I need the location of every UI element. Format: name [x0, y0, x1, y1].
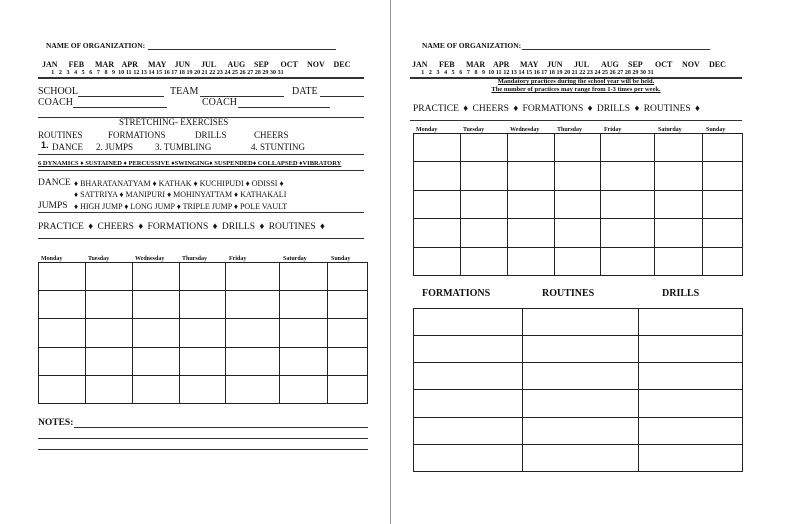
grid-row [39, 347, 368, 375]
schedule-cell[interactable] [226, 319, 280, 347]
practice-cell[interactable] [639, 444, 743, 471]
day-10[interactable]: 10 [118, 70, 125, 76]
schedule-cell[interactable] [327, 263, 367, 291]
coach-label: COACH [38, 97, 74, 108]
schedule-cell[interactable] [554, 134, 601, 162]
day-2[interactable]: 2 [428, 70, 432, 76]
num1-text: DANCE [52, 142, 83, 152]
left-org-label: NAME OF ORGANIZATION: [46, 41, 146, 50]
grid-row [414, 390, 743, 417]
day-28[interactable]: 28 [254, 70, 261, 76]
dance-line1: ♦ BHARATANATYAM ♦ KATHAK ♦ KUCHIPUDI ♦ ODISSI ♦ [74, 179, 284, 188]
date-label: DATE [292, 86, 318, 97]
day-21[interactable]: 21 [201, 70, 208, 76]
day-19[interactable]: 19 [556, 70, 563, 76]
col-formations-label: FORMATIONS [422, 288, 491, 299]
schedule-cell[interactable] [280, 263, 328, 291]
schedule-cell[interactable] [85, 375, 132, 403]
num2-text: 2. JUMPS [96, 142, 134, 152]
weekday-monday: Monday [416, 127, 438, 133]
right-month-row [412, 60, 736, 69]
schedule-cell[interactable] [601, 219, 655, 247]
month-may[interactable]: MAY [148, 60, 167, 69]
day-2[interactable]: 2 [58, 70, 62, 76]
date-field[interactable] [320, 96, 364, 97]
schedule-cell[interactable] [702, 162, 742, 190]
schedule-cell[interactable] [327, 291, 367, 319]
schedule-cell[interactable] [554, 162, 601, 190]
month-sep[interactable]: SEP [254, 60, 269, 69]
right-day-row [419, 70, 654, 76]
left-separator-3 [38, 170, 364, 171]
day-16[interactable]: 16 [163, 70, 170, 76]
schedule-cell[interactable] [655, 134, 703, 162]
schedule-cell[interactable] [601, 190, 655, 218]
notes-line-2[interactable] [38, 438, 368, 439]
day-18[interactable]: 18 [548, 70, 555, 76]
weekday-tuesday: Tuesday [463, 127, 485, 133]
day-14[interactable]: 14 [148, 70, 155, 76]
schedule-cell[interactable] [414, 134, 461, 162]
left-separator-4 [38, 212, 364, 213]
practice-cell[interactable] [414, 336, 523, 363]
day-15[interactable]: 15 [156, 70, 163, 76]
schedule-cell[interactable] [601, 247, 655, 275]
schedule-cell[interactable] [655, 190, 703, 218]
practice-cell[interactable] [414, 417, 523, 444]
day-6[interactable]: 6 [89, 70, 93, 76]
schedule-cell[interactable] [132, 291, 179, 319]
day-6[interactable]: 6 [459, 70, 463, 76]
schedule-cell[interactable] [460, 247, 507, 275]
schedule-cell[interactable] [702, 219, 742, 247]
schedule-cell[interactable] [85, 347, 132, 375]
day-22[interactable]: 22 [209, 70, 216, 76]
day-20[interactable]: 20 [194, 70, 201, 76]
stretch-title: STRETCHING- EXERCISES [119, 117, 229, 127]
month-feb[interactable]: FEB [68, 60, 85, 69]
month-nov[interactable]: NOV [682, 60, 700, 69]
schedule-cell[interactable] [39, 263, 86, 291]
schedule-cell[interactable] [39, 375, 86, 403]
day-26[interactable]: 26 [609, 70, 616, 76]
day-8[interactable]: 8 [474, 70, 478, 76]
month-apr[interactable]: APR [493, 60, 510, 69]
schedule-cell[interactable] [702, 190, 742, 218]
team-label: TEAM [170, 86, 199, 97]
schedule-cell[interactable] [85, 263, 132, 291]
practice-cell[interactable] [414, 390, 523, 417]
right-schedule-grid [413, 133, 743, 276]
day-21[interactable]: 21 [571, 70, 578, 76]
month-jul[interactable]: JUL [201, 60, 217, 69]
grid-row [39, 375, 368, 403]
day-23[interactable]: 23 [216, 70, 223, 76]
weekday-thursday: Thursday [182, 256, 208, 262]
cat-cheers: CHEERS [254, 130, 289, 140]
grid-row [414, 363, 743, 390]
day-27[interactable]: 27 [617, 70, 624, 76]
weekday-sunday: Sunday [331, 256, 351, 262]
schedule-cell[interactable] [655, 219, 703, 247]
practice-cell[interactable] [639, 390, 743, 417]
schedule-cell[interactable] [460, 134, 507, 162]
schedule-cell[interactable] [460, 190, 507, 218]
coach2-field[interactable] [238, 107, 330, 108]
day-18[interactable]: 18 [178, 70, 185, 76]
schedule-cell[interactable] [179, 319, 226, 347]
grid-row [39, 319, 368, 347]
schedule-cell[interactable] [226, 347, 280, 375]
grid-row [39, 291, 368, 319]
schedule-cell[interactable] [702, 134, 742, 162]
day-1[interactable]: 1 [421, 70, 425, 76]
schedule-cell[interactable] [460, 219, 507, 247]
schedule-cell[interactable] [179, 291, 226, 319]
day-22[interactable]: 22 [579, 70, 586, 76]
day-11[interactable]: 11 [495, 70, 502, 76]
day-17[interactable]: 17 [541, 70, 548, 76]
cat-formations: FORMATIONS [108, 130, 166, 140]
school-label: SCHOOL [38, 86, 79, 97]
schedule-cell[interactable] [226, 291, 280, 319]
day-30[interactable]: 30 [640, 70, 647, 76]
practice-cell[interactable] [522, 309, 639, 336]
day-10[interactable]: 10 [488, 70, 495, 76]
month-jan[interactable]: JAN [42, 60, 58, 69]
schedule-cell[interactable] [226, 375, 280, 403]
day-29[interactable]: 29 [632, 70, 639, 76]
coach2-label: COACH [202, 97, 238, 108]
left-month-row [42, 60, 360, 69]
day-23[interactable]: 23 [586, 70, 593, 76]
left-separator-5 [38, 238, 364, 239]
schedule-cell[interactable] [280, 347, 328, 375]
practice-cell[interactable] [522, 417, 639, 444]
day-4[interactable]: 4 [74, 70, 78, 76]
day-30[interactable]: 30 [270, 70, 277, 76]
num1-label: 1. [41, 140, 49, 150]
practice-cell[interactable] [522, 390, 639, 417]
practice-cell[interactable] [639, 336, 743, 363]
practice-cell[interactable] [522, 336, 639, 363]
day-20[interactable]: 20 [564, 70, 571, 76]
practice-cell[interactable] [522, 363, 639, 390]
weekday-friday: Friday [604, 127, 622, 133]
jumps-label: JUMPS [38, 201, 68, 211]
schedule-cell[interactable] [601, 162, 655, 190]
schedule-cell[interactable] [702, 247, 742, 275]
day-24[interactable]: 24 [224, 70, 231, 76]
month-mar[interactable]: MAR [466, 60, 486, 69]
practice-cell[interactable] [414, 363, 523, 390]
day-31[interactable]: 31 [647, 70, 654, 76]
weekday-thursday: Thursday [557, 127, 583, 133]
right-separator [410, 120, 742, 121]
month-jun[interactable]: JUN [174, 60, 191, 69]
month-dec[interactable]: DEC [709, 60, 726, 69]
dynamics-line: 6 DYNAMICS ♦ SUSTAINED ♦ PERCUSSIVE ♦SWINGING♦ SUSPENDED♦ COLLAPSED ♦VIBRATORY [38, 160, 342, 167]
schedule-cell[interactable] [85, 291, 132, 319]
schedule-cell[interactable] [132, 375, 179, 403]
grid-row [414, 444, 743, 471]
day-26[interactable]: 26 [239, 70, 246, 76]
notes-line-3[interactable] [38, 449, 368, 450]
weekday-wednesday: Wednesday [510, 127, 540, 133]
day-28[interactable]: 28 [624, 70, 631, 76]
schedule-cell[interactable] [554, 247, 601, 275]
weekday-saturday: Saturday [658, 127, 682, 133]
mandatory-line-2: The number of practices may range from 1-3 times per week. [491, 86, 661, 93]
left-day-row [49, 70, 284, 76]
month-oct[interactable]: OCT [280, 60, 298, 69]
day-15[interactable]: 15 [526, 70, 533, 76]
left-separator-2 [38, 154, 364, 155]
coach-field[interactable] [73, 107, 167, 108]
day-19[interactable]: 19 [186, 70, 193, 76]
schedule-cell[interactable] [132, 347, 179, 375]
schedule-cell[interactable] [327, 347, 367, 375]
month-jun[interactable]: JUN [547, 60, 563, 69]
jumps-line: ♦ HIGH JUMP ♦ LONG JUMP ♦ TRIPLE JUMP ♦ POLE VAULT [74, 202, 288, 211]
day-9[interactable]: 9 [112, 70, 116, 76]
schedule-cell[interactable] [39, 319, 86, 347]
schedule-cell[interactable] [507, 162, 554, 190]
schedule-cell[interactable] [85, 319, 132, 347]
practice-cell[interactable] [639, 417, 743, 444]
schedule-cell[interactable] [179, 375, 226, 403]
right-org-label: NAME OF ORGANIZATION: [422, 41, 522, 50]
schedule-cell[interactable] [507, 190, 554, 218]
day-5[interactable]: 5 [81, 70, 85, 76]
grid-row [414, 247, 743, 275]
left-schedule-grid [38, 262, 368, 404]
schedule-cell[interactable] [280, 319, 328, 347]
right-org-field[interactable] [522, 49, 710, 50]
cat-routines: ROUTINES [38, 130, 83, 140]
schedule-cell[interactable] [507, 247, 554, 275]
month-aug[interactable]: AUG [601, 60, 619, 69]
left-month-underline [38, 77, 364, 79]
grid-row [414, 162, 743, 190]
grid-row [414, 219, 743, 247]
dance-line2: ♦ SATTRIYA ♦ MANIPURI ♦ MOHINYATTAM ♦ KATHAKALI [74, 190, 287, 199]
dance-label: DANCE [38, 178, 71, 188]
weekday-sunday: Sunday [706, 127, 726, 133]
cat-drills: DRILLS [195, 130, 227, 140]
month-aug[interactable]: AUG [227, 60, 246, 69]
month-mar[interactable]: MAR [95, 60, 115, 69]
day-17[interactable]: 17 [171, 70, 178, 76]
weekday-wednesday: Wednesday [135, 256, 165, 262]
month-feb[interactable]: FEB [439, 60, 455, 69]
right-practice-grid [413, 308, 743, 472]
left-org-field[interactable] [148, 49, 336, 50]
practice-cell[interactable] [414, 309, 523, 336]
grid-row [414, 134, 743, 162]
day-27[interactable]: 27 [247, 70, 254, 76]
day-14[interactable]: 14 [518, 70, 525, 76]
day-4[interactable]: 4 [444, 70, 448, 76]
page-divider [390, 0, 391, 524]
practice-cell[interactable] [414, 444, 523, 471]
num4-text: 4. STUNTING [251, 142, 305, 152]
num3-text: 3. TUMBLING [155, 142, 212, 152]
weekday-tuesday: Tuesday [88, 256, 110, 262]
month-jul[interactable]: JUL [574, 60, 590, 69]
day-1[interactable]: 1 [51, 70, 55, 76]
schedule-cell[interactable] [179, 347, 226, 375]
weekday-friday: Friday [229, 256, 247, 262]
weekday-saturday: Saturday [283, 256, 307, 262]
schedule-cell[interactable] [460, 162, 507, 190]
practice-cell[interactable] [522, 444, 639, 471]
schedule-cell[interactable] [39, 291, 86, 319]
schedule-cell[interactable] [327, 375, 367, 403]
day-31[interactable]: 31 [277, 70, 284, 76]
schedule-cell[interactable] [414, 219, 461, 247]
month-oct[interactable]: OCT [655, 60, 673, 69]
grid-row [39, 263, 368, 291]
notes-label: NOTES: [38, 418, 74, 428]
schedule-cell[interactable] [280, 291, 328, 319]
day-11[interactable]: 11 [125, 70, 132, 76]
schedule-cell[interactable] [414, 162, 461, 190]
day-29[interactable]: 29 [262, 70, 269, 76]
schedule-cell[interactable] [280, 375, 328, 403]
schedule-cell[interactable] [132, 319, 179, 347]
day-25[interactable]: 25 [232, 70, 239, 76]
day-5[interactable]: 5 [451, 70, 455, 76]
day-13[interactable]: 13 [140, 70, 147, 76]
day-3[interactable]: 3 [66, 70, 70, 76]
schedule-cell[interactable] [507, 219, 554, 247]
schedule-cell[interactable] [327, 319, 367, 347]
schedule-cell[interactable] [226, 263, 280, 291]
practice-cell[interactable] [639, 309, 743, 336]
day-25[interactable]: 25 [602, 70, 609, 76]
day-7[interactable]: 7 [96, 70, 100, 76]
month-may[interactable]: MAY [520, 60, 539, 69]
right-practice-line: PRACTICE ♦ CHEERS ♦ FORMATIONS ♦ DRILLS ♦ ROUTINES ♦ [413, 104, 700, 114]
day-16[interactable]: 16 [533, 70, 540, 76]
mandatory-line-1: Mandatory practices during the school year will be held. [497, 78, 655, 85]
schedule-cell[interactable] [179, 263, 226, 291]
schedule-cell[interactable] [554, 219, 601, 247]
weekday-monday: Monday [41, 256, 63, 262]
schedule-cell[interactable] [655, 247, 703, 275]
month-sep[interactable]: SEP [628, 60, 643, 69]
practice-cell[interactable] [639, 363, 743, 390]
month-apr[interactable]: APR [121, 60, 138, 69]
schedule-cell[interactable] [39, 347, 86, 375]
schedule-cell[interactable] [601, 134, 655, 162]
left-practice-line: PRACTICE ♦ CHEERS ♦ FORMATIONS ♦ DRILLS ♦ ROUTINES ♦ [38, 222, 325, 232]
month-nov[interactable]: NOV [307, 60, 325, 69]
school-field[interactable] [78, 96, 164, 97]
grid-row [414, 309, 743, 336]
schedule-cell[interactable] [132, 263, 179, 291]
schedule-cell[interactable] [655, 162, 703, 190]
day-13[interactable]: 13 [510, 70, 517, 76]
day-3[interactable]: 3 [436, 70, 440, 76]
grid-row [414, 190, 743, 218]
col-drills-label: DRILLS [662, 288, 700, 299]
month-jan[interactable]: JAN [412, 60, 428, 69]
day-24[interactable]: 24 [594, 70, 601, 76]
schedule-cell[interactable] [414, 247, 461, 275]
col-routines-label: ROUTINES [542, 288, 595, 299]
schedule-cell[interactable] [554, 190, 601, 218]
notes-line-1[interactable] [74, 427, 368, 428]
grid-row [414, 336, 743, 363]
day-7[interactable]: 7 [466, 70, 470, 76]
day-12[interactable]: 12 [133, 70, 140, 76]
schedule-cell[interactable] [507, 134, 554, 162]
month-dec[interactable]: DEC [333, 60, 351, 69]
day-12[interactable]: 12 [503, 70, 510, 76]
schedule-cell[interactable] [414, 190, 461, 218]
day-9[interactable]: 9 [482, 70, 486, 76]
day-8[interactable]: 8 [104, 70, 108, 76]
grid-row [414, 417, 743, 444]
